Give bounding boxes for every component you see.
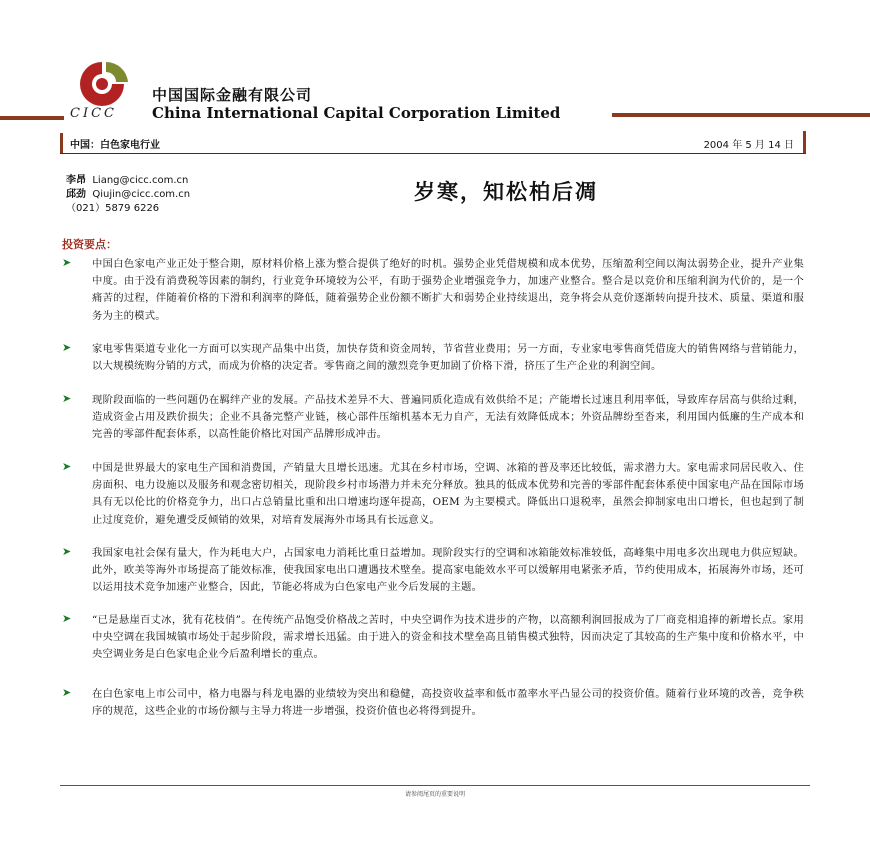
sector-label: 中国：白色家电行业 [70,140,160,151]
bullet-text: 中国是世界最大的家电生产国和消费国，产销量大且增长迅速。尤其在乡村市场，空调、冰箱的普及率还比较低，需求潜力大。家电需求同居民收入、住房面积、电力设施以及服务和观念密切相关，现阶段乡村市场潜力并未充分释放。独具的低成本优势和完善的零部件配套体系使中国家电产品在国际市场具有无以伦比的价格竞争力，出口占总销量比重和出口增速均逐年提高，OEM 为主要模式。降低出口退税率，虽然会抑制家电出口增长，但也起到了制止过度竞价，避免遭受反倾销的效果，对培育发展海外市场具有长远意义。 [92,462,804,526]
logo-label: CICC [70,106,117,121]
analyst-email[interactable]: Liang@cicc.com.cn [92,175,189,186]
footer-note: 请参阅尾页的重要说明 [404,791,465,798]
cicc-logo [66,60,138,106]
analyst-entry [66,188,190,202]
bullet-text: “已是悬崖百丈冰，犹有花枝俏”。在传统产品饱受价格战之苦时，中央空调作为技术进步的产物，以高额利润回报成为了厂商竞相追捧的新增长点。家用中央空调在我国城镇市场处于起步阶段，需求增长迅猛。由于进入的资金和技术壁垒高且销售模式独特，因而决定了其较高的生产集中度和价格水平，中央空调业务是白色家电企业今后盈利增长的重点。 [92,614,804,661]
analyst-name: 邱劲 [66,189,86,200]
analyst-entry [66,174,190,188]
bullet-text: 我国家电社会保有量大，作为耗电大户，占国家电力消耗比重日益增加。现阶段实行的空调和冰箱能效标准较低，高峰集中用电多次出现电力供应短缺。此外，欧美等海外市场提高了能效标准，使我国家电出口遭遇技术壁垒。提高家电能效水平可以缓解用电紧张矛盾，节约使用成本，拓展海外市场，还可以运用技术竞争加速产业整合，因此，节能必将成为白色家电产业今后发展的主题。 [92,547,804,594]
arrow-bullet-icon: ➤ [62,686,72,699]
analyst-phone: （021）5879 6226 [66,203,160,214]
bullet-text: 现阶段面临的一些问题仍在羁绊产业的发展。产品技术差异不大、普遍同质化造成有效供给不足；产能增长过速且利用率低，导致库存居高与供给过剩，造成资金占用及跌价损失；企业不具备完整产业链，核心部件压缩机基本无力自产，无法有效降低成本；外资品牌纷至沓来，利用国内低廉的生产成本和完善的零部件配套体系，以高性能价格比对国产品牌形成冲击。 [92,394,804,441]
arrow-bullet-icon: ➤ [62,545,72,558]
arrow-bullet-icon: ➤ [62,392,72,405]
bullet-text: 中国白色家电产业正处于整合期，原材料价格上涨为整合提供了绝好的时机。强势企业凭借规模和成本优势，压缩盈利空间以淘汰弱势企业，提升产业集中度。由于没有消费税等因素的制约，行业竞争环境较为公平，有助于强势企业增强竞争力，加速产业整合。整合是以竞价和压缩利润为代价的，是一个痛苦的过程，伴随着价格的下滑和利润率的降低，随着强势企业份额不断扩大和弱势企业持续退出，竞争将会从竞价逐渐转向提升技术、质量、渠道和服务为主的模式。 [92,258,804,322]
sector-date-bar [60,133,806,154]
header-rule-left [0,116,64,120]
company-name-cn: 中国国际金融有限公司 [152,86,313,104]
bullet-text: 家电零售渠道专业化一方面可以实现产品集中出货，加快存货和资金周转，节省营业费用；另一方面，专业家电零售商凭借庞大的销售网络与营销能力，以大规模统购分销的方式，而成为价格的决定者。零售商之间的激烈竞争更加剧了价格下滑，挤压了生产企业的利润空间。 [92,343,804,373]
analyst-email[interactable]: Qiujin@cicc.com.cn [92,189,191,200]
arrow-bullet-icon: ➤ [62,256,72,269]
arrow-bullet-icon: ➤ [62,612,72,625]
analyst-contacts [66,174,190,216]
arrow-bullet-icon: ➤ [62,460,72,473]
tagbar-right-accent [803,131,806,153]
section-heading: 投资要点： [62,238,117,251]
arrow-bullet-icon: ➤ [62,341,72,354]
bullet-text: 在白色家电上市公司中，格力电器与科龙电器的业绩较为突出和稳健，高投资收益率和低市盈率水平凸显公司的投资价值。随着行业环境的改善，竞争秩序的规范，这些企业的市场份额与主导力将进一步增强，投资价值也必将得到提升。 [92,688,804,718]
header-rule-right [612,113,870,117]
footer-rule [60,785,810,786]
report-title: 岁寒，知松柏后凋 [414,179,598,204]
report-date: 2004 年 5 月 14 日 [703,140,794,151]
company-name-en: China International Capital Corporation Limited [152,104,561,122]
tagbar-left-accent [60,133,63,153]
analyst-name: 李昂 [66,175,86,186]
